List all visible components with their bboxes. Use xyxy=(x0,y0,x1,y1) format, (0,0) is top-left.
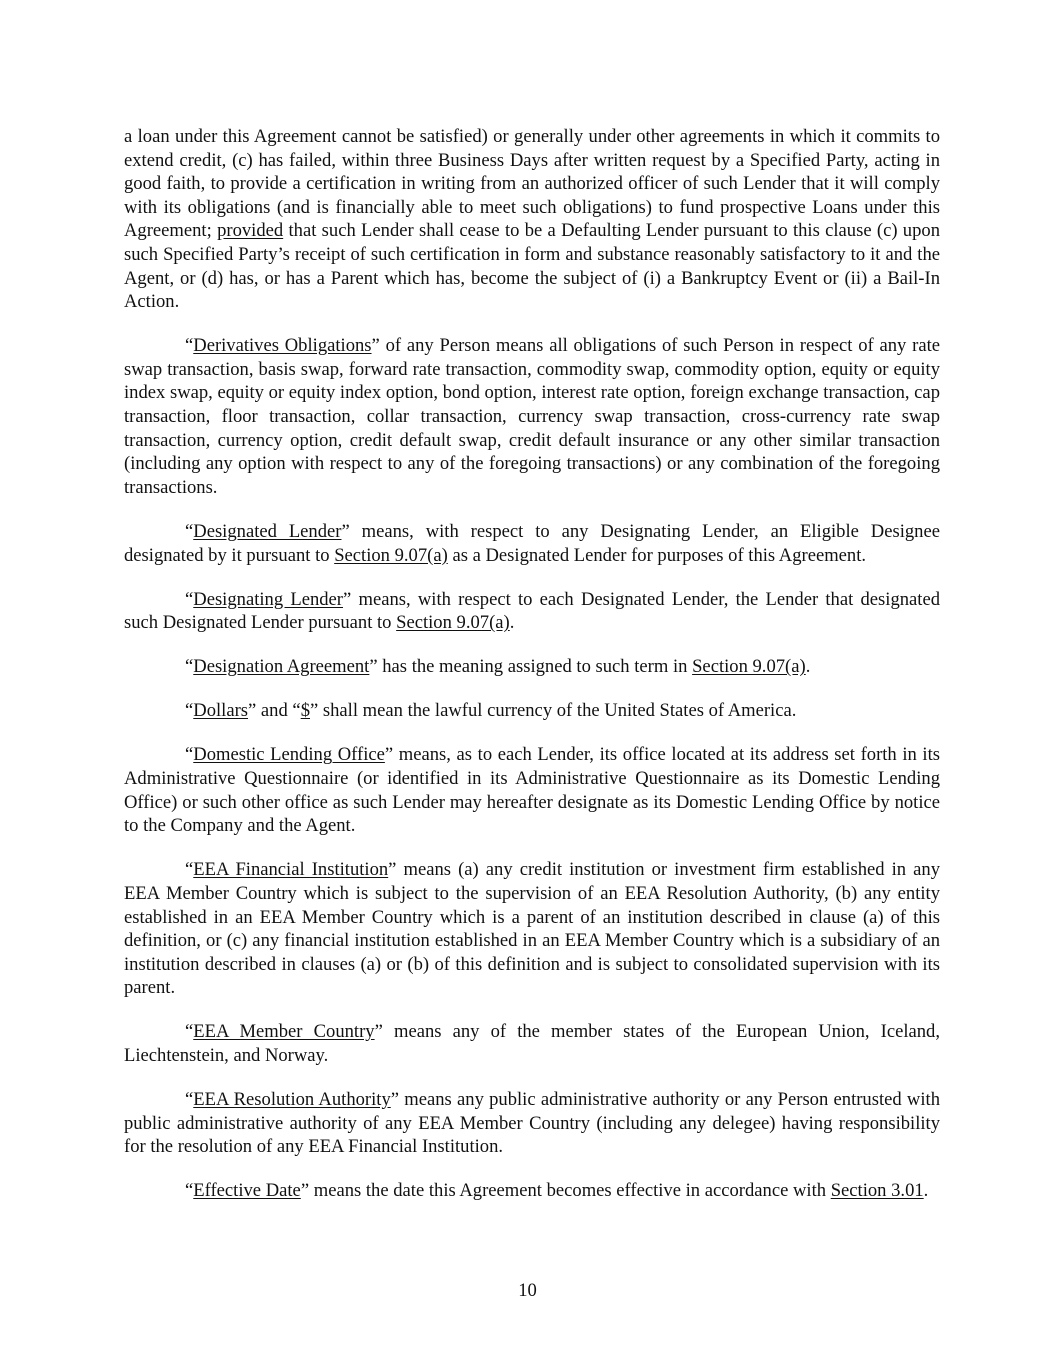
definition-designation-agreement: “Designation Agreement” has the meaning assigned to such term in Section 9.07(a). xyxy=(185,656,811,678)
definition-effective-date: “Effective Date” means the date this Agreement becomes effective in accordance with Section 3.01. xyxy=(185,1180,929,1202)
defined-term: EEA Financial Institution xyxy=(193,859,389,881)
section-reference: Section 9.07(a) xyxy=(692,656,806,678)
defined-term: Domestic Lending Office xyxy=(193,744,385,766)
definition-eea-member-country: “EEA Member Country” means any of the member states of the European Union, Iceland, Liechtenstein, and Norway. xyxy=(124,1021,941,1066)
definition-derivatives-obligations: “Derivatives Obligations” of any Person means all obligations of such Person in respect of any rate swap transaction, basis swap, forward rate transaction, commodity swap, commodity option, equity or equity index swap, equity or equity index option, bond option, interest rate option, foreign exchange transaction, cap transaction, floor transaction, collar transaction, currency swap transaction, cross-currency rate swap transaction, currency option, credit default swap, credit default insurance or any other similar transaction (including any option with respect to any of the foregoing transactions) or any combination of the foregoing transactions. xyxy=(124,335,940,498)
defined-term: EEA Member Country xyxy=(193,1021,375,1043)
definition-dollars: “Dollars” and “$” shall mean the lawful currency of the United States of America. xyxy=(185,700,797,722)
defined-term: Designated Lender xyxy=(193,520,342,542)
defined-term: $ xyxy=(300,700,310,722)
definition-designating-lender: “Designating Lender” means, with respect to each Designated Lender, the Lender that designated such Designated Lender pursuant to Section 9.07(a). xyxy=(124,588,941,634)
page-number: 10 xyxy=(518,1280,537,1301)
defined-term: EEA Resolution Authority xyxy=(193,1089,391,1111)
definition-domestic-lending-office: “Domestic Lending Office” means, as to each Lender, its office located at its address set forth in its Administrative Questionnaire (or identified in its Administrative Questionnaire as its Domestic Lending Office) or such other office as such Lender may hereafter designate as its Domestic Lending Office by notice to the Company and the Agent. xyxy=(124,744,940,837)
definition-eea-financial-institution: “EEA Financial Institution” means (a) any credit institution or investment firm established in any EEA Member Country which is subject to the supervision of an EEA Resolution Authority, (b) any entity established in an EEA Member Country which is a parent of an institution described in clause (a) of this definition, or (c) any financial institution established in an EEA Member Country which is a subsidiary of an institution described in clauses (a) or (b) of this definition and is subject to consolidated supervision with its parent. xyxy=(124,859,940,999)
section-reference: Section 9.07(a) xyxy=(334,544,448,566)
defined-term: Designating Lender xyxy=(193,588,343,610)
paragraph-defaulting-lender-continued: a loan under this Agreement cannot be satisfied) or generally under other agreements in which it commits to extend credit, (c) has failed, within three Business Days after written request by a Specified Party, acting in good faith, to provide a certification in writing from an authorized officer of such Lender that it will comply with its obligations (and is financially able to meet such obligations) to fund prospective Loans under this Agreement; provided that such Lender shall cease to be a Defaulting Lender pursuant to this clause (c) upon such Specified Party’s receipt of such certification in form and substance reasonably satisfactory to it and the Agent, or (d) has, or has a Parent which has, become the subject of (i) a Bankruptcy Event or (ii) a Bail-In Action. xyxy=(124,126,940,313)
section-reference: Section 9.07(a) xyxy=(396,612,510,634)
definition-eea-resolution-authority: “EEA Resolution Authority” means any public administrative authority or any Person entrusted with public administrative authority of any EEA Member Country (including any delegee) having responsibility for the resolution of any EEA Financial Institution. xyxy=(124,1089,940,1158)
section-reference: Section 3.01 xyxy=(830,1180,924,1202)
defined-term: Dollars xyxy=(193,700,249,722)
definition-designated-lender: “Designated Lender” means, with respect to any Designating Lender, an Eligible Designee designated by it pursuant to Section 9.07(a) as a Designated Lender for purposes of this Agreement. xyxy=(124,520,940,566)
defined-term: Designation Agreement xyxy=(193,656,370,678)
defined-term: Derivatives Obligations xyxy=(193,335,372,357)
document-page xyxy=(124,125,940,1223)
defined-term: Effective Date xyxy=(193,1180,301,1202)
provided-emphasis: provided xyxy=(217,220,284,242)
